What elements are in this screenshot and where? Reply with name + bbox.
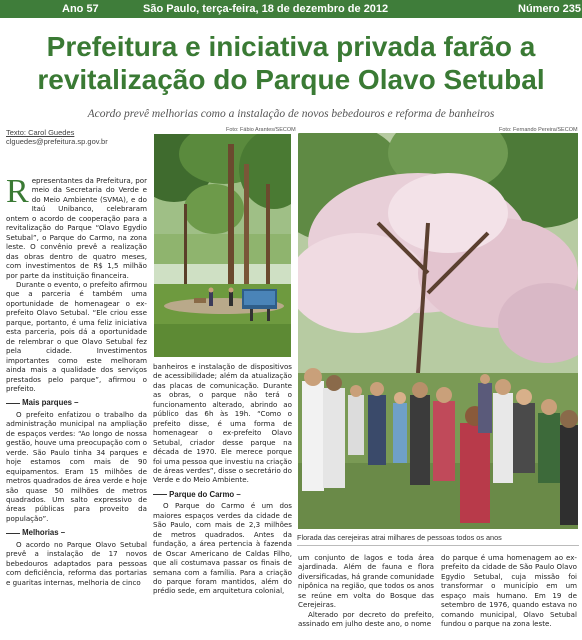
edition-year: Ano 57 xyxy=(62,3,99,15)
photo2-credit: Foto: Fernando Pereira/SECOM xyxy=(499,127,578,133)
photo1-credit: Foto: Fábio Arantes/SECOM xyxy=(226,127,296,133)
photo2-caption: Florada das cerejeiras atrai milhares de pessoas todos os anos xyxy=(297,533,579,546)
column-4 xyxy=(441,553,577,629)
section-heading-parque-do-carmo-text: Parque do Carmo – xyxy=(169,489,241,499)
dropcap: R xyxy=(6,173,29,210)
article-headline: Prefeitura e iniciativa privada farão a revitalização do Parque Olavo Setubal xyxy=(37,31,545,95)
paragraph-3: O prefeito enfatizou o trabalho da administração municipal na ampliação de espaços verdes: “Ao longo de nossa gestão, houve uma preocupação com o verde. São Paulo tinha 34 parques e hoje estamos com mais de 90 equipamentos. Eram 15 milhões de metros quadrados de área verde e hoje são quase 50 milhões de metros quadrados. Um salto expressivo de áreas públicas para proveito da população”. xyxy=(6,409,147,523)
section-heading-parque-do-carmo xyxy=(153,490,292,499)
paragraph-8: Alterado por decreto do prefeito, assinado em julho deste ano, o nome xyxy=(298,609,434,629)
section-heading-melhorias-text: Melhorias – xyxy=(22,528,66,538)
masthead-bar xyxy=(0,0,582,18)
lead-paragraph xyxy=(6,173,147,280)
dateline: São Paulo, terça-feira, 18 de dezembro de 2012 xyxy=(143,3,389,15)
column-2 xyxy=(153,362,292,596)
issue-number: Número 235 xyxy=(518,3,581,15)
article-subheadline: Acordo prevê melhorias como a instalação de novos bebedouros e reforma de banheiros xyxy=(87,108,495,120)
park-photo xyxy=(154,134,291,357)
section-heading-mais-parques-text: Mais parques – xyxy=(22,398,79,408)
paragraph-5: banheiros e instalação de dispositivos de acessibilidade; além da atualização das placas de comunicação. Durante as obras, o parque não terá o funcionamento alterado, abrindo ao público das 6h às 19h. “Como o prefeito disse, é uma forma de homenagear o ex-prefeito Olavo Setubal, criador desse parque na década de 1970. Ele merece porque foi uma pessoa que investiu na criação de áreas verdes”, disse o secretário do Verde e do Meio Ambiente. xyxy=(153,362,292,485)
paragraph-2: Durante o evento, o prefeito afirmou que a parceria é também uma oportunidade de homenagear o ex-prefeito Olavo Setubal. “Ele criou esse parque, portanto, é uma feliz iniciativa esta parceria, pois dá a oportunidade de relembrar o que Olavo Setubal fez pela cidade. Investimentos importantes como este melhoram ainda mais a qualidade dos serviços prestados pelo parque”, afirmou o prefeito. xyxy=(6,279,147,393)
byline-email[interactable]: clguedes@prefeitura.sp.gov.br xyxy=(6,137,108,146)
byline xyxy=(6,128,108,146)
section-heading-mais-parques xyxy=(6,398,147,407)
cherry-blossom-image xyxy=(298,133,578,529)
park-photo-image xyxy=(154,134,291,357)
paragraph-7: um conjunto de lagos e toda área ajardinada. Além de fauna e flora diversificadas, há grande comunidade nipônica na região, que todos os anos se reúne em volta do Bosque das Cerejeiras. xyxy=(298,553,434,610)
column-1 xyxy=(6,173,147,587)
paragraph-9: do parque é uma homenagem ao ex-prefeito da cidade de São Paulo Olavo Egydio Setubal, cuja missão foi transformar o município em um espaço mais humano. Em 19 de setembro de 1976, quando estava no comando municipal, Olavo Setubal fundou o parque na zona leste. xyxy=(441,553,577,629)
section-heading-melhorias xyxy=(6,528,147,537)
paragraph-4: O acordo no Parque Olavo Setubal prevê a instalação de 17 novos bebedouros adaptados para pessoas com deficiência, reforma das portarias e guaritas internas, melhoria de cinco xyxy=(6,539,147,587)
paragraph-6: O Parque do Carmo é um dos maiores espaços verdes da cidade de São Paulo, com mais de 2,3 milhões de metros quadrados. Antes da fundação, a área pertencia à fazenda de Oscar Americano de Caldas Filho, que ali costumava passar os finais de semana com a família. Para a criação do parque foram mantidos, além do prédio sede, em arquitetura colonial, xyxy=(153,501,292,596)
byline-author: Texto: Carol Guedes xyxy=(6,128,75,137)
column-3 xyxy=(298,553,434,629)
cherry-blossom-photo xyxy=(298,133,578,529)
lead-paragraph-text: epresentantes da Prefeitura, por meio da Secretaria do Verde e do Meio Ambiente (SVMA), e do Itaú Unibanco, celebraram ontem o acordo de cooperação para a revitalização do Parque “Olavo Egydio Setubal”, o Parque do Carmo, na zona leste. O convênio prevê a realização das obras dentro de quatro meses, com investimentos de R$ 1,5 milhão por parte da instituição financeira. xyxy=(6,176,147,280)
